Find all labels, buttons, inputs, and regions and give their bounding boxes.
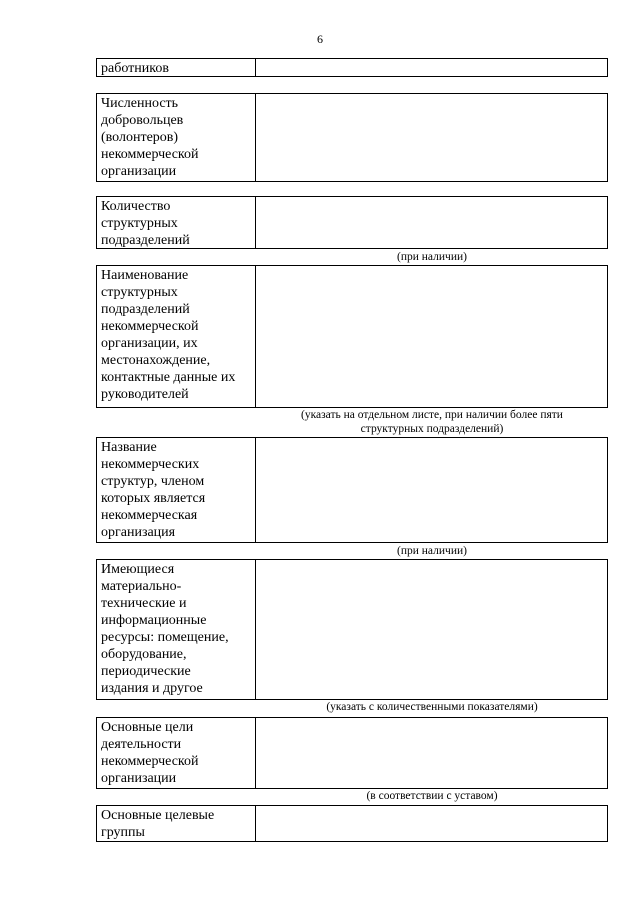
row-value-resources[interactable] — [256, 560, 607, 699]
row-label-resources: Имеющиеся материально- технические и информационные ресурсы: помещение, оборудование, периодические издания и другое — [97, 560, 256, 699]
form-row-target-groups — [96, 805, 608, 842]
form-row-subdivision-names — [96, 265, 608, 408]
note-main-goals: (в соответствии с уставом) — [366, 790, 498, 802]
row-value-nonprofit-structures[interactable] — [256, 438, 607, 542]
note-subdivision-count: (при наличии) — [397, 251, 467, 263]
row-label-main-goals: Основные цели деятельности некоммерческой организации — [97, 718, 256, 788]
row-label-nonprofit-structures: Название некоммерческих структур, членом которых является некоммерческая организация — [97, 438, 256, 542]
row-value-subdivision-names[interactable] — [256, 266, 607, 407]
form-row-volunteers — [96, 93, 608, 182]
form-row-resources — [96, 559, 608, 700]
form-row-main-goals — [96, 717, 608, 789]
row-value-subdivision-count[interactable] — [256, 197, 607, 248]
note-resources: (указать с количественными показателями) — [326, 701, 538, 713]
form-row-subdivision-count — [96, 196, 608, 249]
page-number: 6 — [317, 32, 323, 46]
note-subdivision-names: (указать на отдельном листе, при наличии более пяти структурных подразделений) — [301, 409, 563, 435]
row-value-main-goals[interactable] — [256, 718, 607, 788]
row-value-target-groups[interactable] — [256, 806, 607, 841]
note-nonprofit-structures: (при наличии) — [397, 545, 467, 557]
form-row-employees — [96, 58, 608, 77]
row-value-employees[interactable] — [256, 59, 607, 76]
row-label-volunteers: Численность добровольцев (волонтеров) некоммерческой организации — [97, 94, 256, 181]
row-label-subdivision-names: Наименование структурных подразделений некоммерческой организации, их местонахождение, контактные данные их руководителей — [97, 266, 256, 407]
row-value-volunteers[interactable] — [256, 94, 607, 181]
row-label-target-groups: Основные целевые группы — [97, 806, 256, 841]
row-label-employees: работников — [97, 59, 256, 76]
row-label-subdivision-count: Количество структурных подразделений — [97, 197, 256, 248]
form-row-nonprofit-structures — [96, 437, 608, 543]
